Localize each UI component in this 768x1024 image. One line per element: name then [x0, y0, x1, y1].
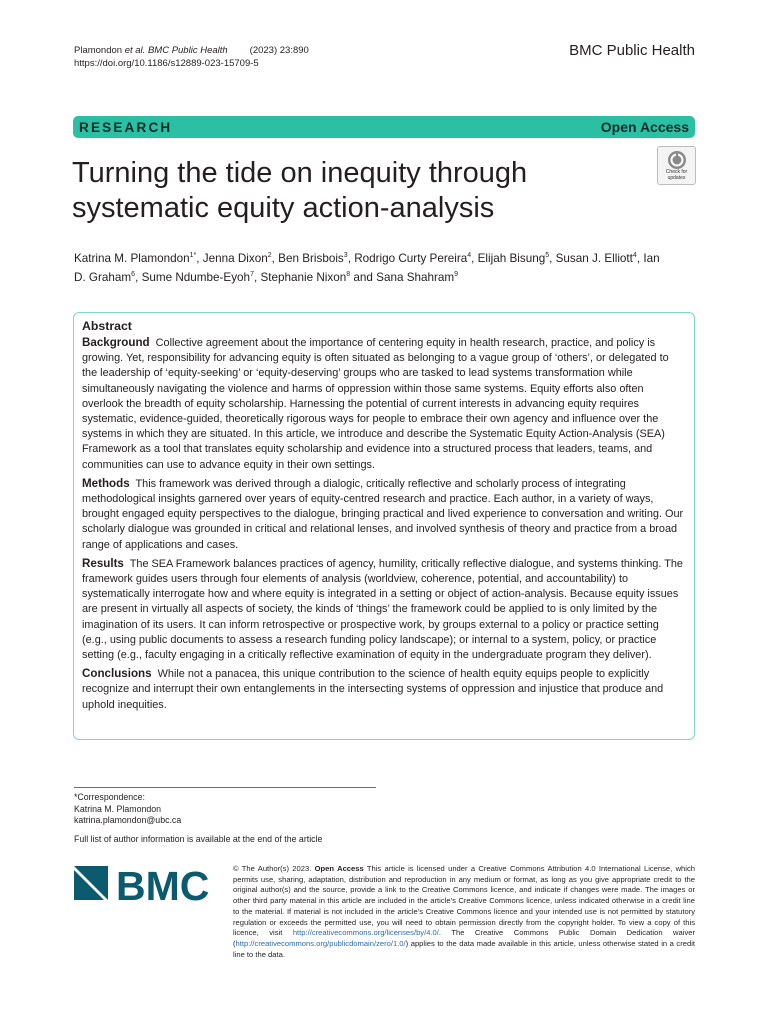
section-label: RESEARCH — [79, 119, 173, 135]
correspondence-email[interactable]: katrina.plamondon@ubc.ca — [74, 815, 182, 825]
license-body-1: This article is licensed under a Creative Commons Attribution 4.0 International License, which permits use, sharing, adaptation, distribution and reproduction in any medium or format, as long as you give appropriate credit to the original author(s) and the source, provide a link to the Creative Commons licence, and indicate if changes were made. The images or other third party material in this article are included in the article’s Creative Commons licence, unless indicated otherwise in a credit line to the material. If material is not included in the article’s Creative Commons licence and your intended use is not permitted by statutory regulation or exceeds the permitted use, you will need to obtain permission directly from the copyright holder. To view a copy of this licence, visit — [233, 864, 695, 938]
license-link-cc0[interactable]: http://creativecommons.org/publicdomain/zero/1.0/ — [235, 938, 406, 948]
abstract-section-label: Background — [82, 336, 150, 349]
author-name: Stephanie Nixon — [260, 271, 347, 284]
author-affiliation-sup: 3 — [343, 252, 348, 259]
abstract-section-text: The SEA Framework balances practices of agency, humility, critically reflective dialogue, and systems thinking. The framework guides users through four elements of analysis (worldview, coherence, potential, and accountability) to systematically interrogate how and where equity is integrated in a setting or object of action-analysis. Because equity issues are present in virtually all aspects of society, the kinds of ‘things’ the framework could be applied to is only limited by the imagination of its users. It can inform retrospective or prospective work, by groups external to a policy or practice setting (e.g., using public documents to assess a research funding policy landscape); or internal to a system, policy, or practice setting (e.g., faculty engaging in a critically reflective examination of equity in the undergraduate program they deliver). — [82, 557, 683, 662]
author-affiliation-sup: 8 — [346, 271, 351, 278]
author-affiliation-sup: 6 — [131, 271, 136, 278]
open-access-label: Open Access — [600, 119, 689, 135]
check-updates-line2: updates — [667, 174, 686, 181]
abstract-section-label: Results — [82, 556, 124, 570]
abstract-section-background — [82, 335, 686, 473]
license-link-cc-by[interactable]: http://creativecommons.org/licenses/by/4.0/ — [292, 928, 439, 938]
license-text — [233, 864, 695, 960]
abstract-section-text: While not a panacea, this unique contribution to the science of health equity equips people to explicitly recognize and interrupt their own entanglements in the intersecting systems of oppression and injustice that produce and uphold inequities. — [82, 668, 664, 711]
author-separator: , — [347, 252, 355, 265]
author-separator: , — [549, 252, 556, 265]
abstract-box — [73, 312, 695, 740]
bmc-logo — [74, 866, 220, 906]
author-name: Elijah Bisung — [477, 252, 546, 265]
journal-name: BMC Public Health — [569, 42, 695, 59]
abstract-section-results — [82, 556, 686, 663]
author-name: Susan J. Elliott — [555, 252, 633, 265]
abstract-section-label: Conclusions — [82, 667, 152, 681]
author-info-note: Full list of author information is available at the end of the article — [74, 834, 323, 844]
license-open-access: Open Access — [314, 864, 364, 873]
author-affiliation-sup: 9 — [454, 271, 459, 278]
abstract-section-methods — [82, 476, 686, 553]
author-separator: , — [253, 271, 261, 284]
license-copyright: © The Author(s) 2023. — [233, 864, 312, 873]
check-updates-icon — [667, 150, 687, 170]
author-affiliation-sup: 2 — [267, 252, 272, 259]
check-for-updates-badge[interactable] — [657, 146, 696, 185]
author-separator: , — [135, 271, 142, 284]
abstract-section-conclusions — [82, 666, 686, 713]
license-body-2: . The Creative Commons Public Domain Dedication waiver ( — [233, 928, 695, 948]
author-separator: , — [636, 252, 644, 265]
author-separator: , — [196, 252, 203, 265]
section-banner — [73, 116, 695, 138]
abstract-section-text: This framework was derived through a dialogic, critically reflective and scholarly process of integrating methodological insights garnered over years of equity-centred research and practice. Each author, in a variety of ways, brought engaged equity perspectives to the dialogue, bringing practical and lived experience to conversation and writing. Our scholarly dialogue was grounded in critical and relational lenses, and involved synthesis of theory and practice from a broad range of applications and cases. — [82, 477, 684, 551]
author-affiliation-sup: 5 — [545, 252, 550, 259]
author-name: Ben Brisbois — [278, 252, 344, 265]
article-title: Turning the tide on inequity through systematic equity action-analysis — [72, 157, 528, 224]
citation-etal: et al. BMC Public Health — [124, 45, 228, 56]
abstract-section-label: Methods — [82, 476, 130, 490]
author-name: Ian D. Graham — [74, 252, 660, 284]
running-header — [74, 44, 309, 70]
author-separator: , — [471, 252, 478, 265]
author-affiliation-sup: 7 — [250, 271, 254, 278]
doi-link[interactable]: https://doi.org/10.1186/s12889-023-15709-5 — [74, 58, 259, 69]
bmc-logo-mark — [74, 866, 220, 906]
abstract-heading: Abstract — [82, 319, 132, 333]
footnote-divider — [74, 787, 376, 788]
correspondence-name: Katrina M. Plamondon — [74, 803, 162, 814]
author-name: Sana Shahram — [376, 271, 455, 284]
citation-year: (2023) 23:890 — [249, 45, 309, 56]
author-affiliation-sup: 4 — [632, 252, 637, 259]
correspondence — [74, 792, 181, 827]
license-body-3: ) applies to the data made available in this article, unless otherwise stated in a credit line to the data. — [233, 938, 695, 959]
author-affiliation-sup: 1* — [189, 252, 197, 259]
check-updates-line1: Check for — [665, 169, 688, 175]
citation-authors: Plamondon — [74, 45, 125, 56]
author-name: Katrina M. Plamondon — [74, 252, 190, 265]
correspondence-label: *Correspondence: — [74, 792, 145, 802]
author-separator: , — [271, 252, 279, 265]
author-name: Jenna Dixon — [202, 252, 268, 265]
citation-line — [74, 44, 309, 57]
author-separator: and — [350, 271, 377, 284]
abstract-section-text: Collective agreement about the importance of centering equity in health research, practice, and policy is growing. Yet, responsibility for advancing equity is often situated as belonging to a vague group of ‘others’, or delegated to the leadership of ‘equity-seeking’ or ‘equity-deserving’ groups who are tasked to lead systems transformation while simultaneously navigating the violence and harms of oppression within those same systems. Equity efforts also often overlook the breadth of equity scholarship. Harnessing the potential of current interests in advancing equity requires systematic, evidence-guided, theoretically rigorous ways for people to embrace their own agency and influence over the systems in which they are situated. In this article, we introduce and describe the Systematic Equity Action-Analysis (SEA) Framework as a tool that translates equity scholarship and evidence into a structured process that leaders, teams, and communities can use to advance equity in their own settings. — [82, 337, 669, 471]
author-affiliation-sup: 4 — [467, 252, 472, 259]
author-name: Rodrigo Curty Pereira — [354, 252, 468, 265]
author-name: Sume Ndumbe-Eyoh — [141, 271, 251, 284]
author-list — [74, 249, 674, 287]
bmc-logo-text: BMC — [116, 866, 210, 906]
